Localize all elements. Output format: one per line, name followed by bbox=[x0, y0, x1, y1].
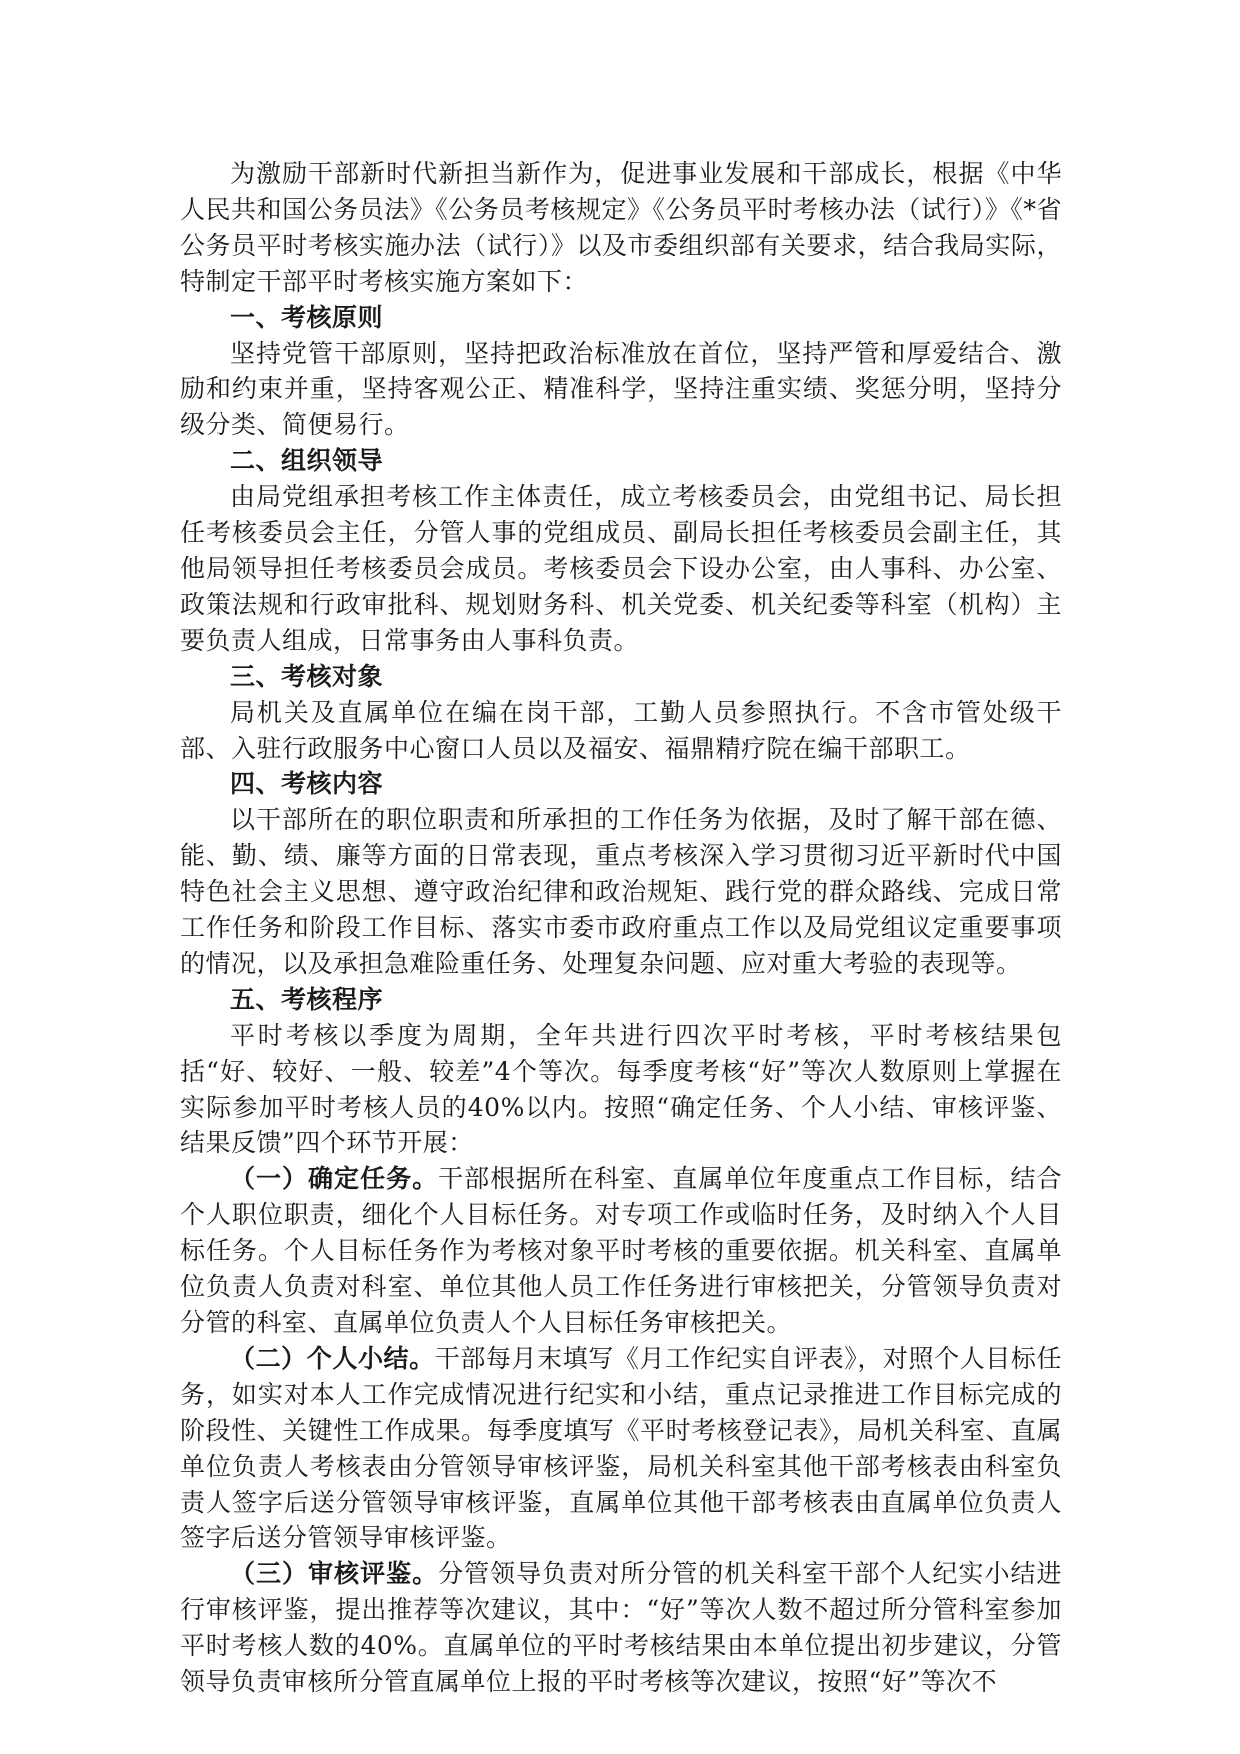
step-paragraph-review bbox=[180, 1556, 1062, 1700]
document-body bbox=[180, 156, 1062, 1700]
section-heading-targets: 三、考核对象 bbox=[230, 661, 384, 691]
step-lead-summary: （二）个人小结。 bbox=[230, 1343, 435, 1373]
step-body-tasks: 干部根据所在科室、直属单位年度重点工作目标，结合个人职位职责，细化个人目标任务。对专项工作或临时任务，及时纳入个人目标任务。个人目标任务作为考核对象平时考核的重要依据。机关科室、直属单位负责人负责对科室、单位其他人员工作任务进行审核把关，分管领导负责对分管的科室、直属单位负责人个人目标任务审核把关。 bbox=[180, 1164, 1062, 1337]
section-heading-content: 四、考核内容 bbox=[230, 769, 384, 799]
step-lead-review: （三）审核评鉴。 bbox=[230, 1559, 439, 1589]
section-heading-leadership: 二、组织领导 bbox=[230, 446, 384, 476]
intro-paragraph: 为激励干部新时代新担当新作为，促进事业发展和干部成长，根据《中华人民共和国公务员法》《公务员考核规定》《公务员平时考核办法（试行）》《*省公务员平时考核实施办法（试行）》以及市委组织部有关要求，结合我局实际，特制定干部平时考核实施方案如下： bbox=[180, 159, 1062, 296]
section-body-leadership: 由局党组承担考核工作主体责任，成立考核委员会，由党组书记、局长担任考核委员会主任，分管人事的党组成员、副局长担任考核委员会副主任，其他局领导担任考核委员会成员。考核委员会下设办公室，由人事科、办公室、政策法规和行政审批科、规划财务科、机关党委、机关纪委等科室（机构）主要负责人组成，日常事务由人事科负责。 bbox=[180, 482, 1062, 655]
step-lead-tasks: （一）确定任务。 bbox=[230, 1164, 439, 1194]
section-body-content: 以干部所在的职位职责和所承担的工作任务为依据，及时了解干部在德、能、勤、绩、廉等方面的日常表现，重点考核深入学习贯彻习近平新时代中国特色社会主义思想、遵守政治纪律和政治规矩、践行党的群众路线、完成日常工作任务和阶段工作目标、落实市委市政府重点工作以及局党组议定重要事项的情况，以及承担急难险重任务、处理复杂问题、应对重大考验的表现等。 bbox=[180, 805, 1062, 978]
section-heading-principles: 一、考核原则 bbox=[230, 302, 384, 332]
section-body-principles: 坚持党管干部原则，坚持把政治标准放在首位，坚持严管和厚爱结合、激励和约束并重，坚持客观公正、精准科学，坚持注重实绩、奖惩分明，坚持分级分类、简便易行。 bbox=[180, 338, 1062, 440]
section-body-targets: 局机关及直属单位在编在岗干部，工勤人员参照执行。不含市管处级干部、入驻行政服务中心窗口人员以及福安、福鼎精疗院在编干部职工。 bbox=[180, 697, 1062, 763]
section-heading-procedure: 五、考核程序 bbox=[230, 984, 384, 1014]
step-paragraph-tasks bbox=[180, 1161, 1062, 1341]
step-body-review: 分管领导负责对所分管的机关科室干部个人纪实小结进行审核评鉴，提出推荐等次建议，其中：“好”等次人数不超过所分管科室参加平时考核人数的40%。直属单位的平时考核结果由本单位提出初步建议，分管领导负责审核所分管直属单位上报的平时考核等次建议，按照“好”等次不 bbox=[180, 1559, 1062, 1697]
step-body-summary: 干部每月末填写《月工作纪实自评表》，对照个人目标任务，如实对本人工作完成情况进行纪实和小结，重点记录推进工作目标完成的阶段性、关键性工作成果。每季度填写《平时考核登记表》，局机关科室、直属单位负责人考核表由分管领导审核评鉴，局机关科室其他干部考核表由科室负责人签字后送分管领导审核评鉴，直属单位其他干部考核表由直属单位负责人签字后送分管领导审核评鉴。 bbox=[180, 1343, 1062, 1553]
section-body-procedure: 平时考核以季度为周期，全年共进行四次平时考核，平时考核结果包括“好、较好、一般、较差”4个等次。每季度考核“好”等次人数原则上掌握在实际参加平时考核人员的40%以内。按照“确定任务、个人小结、审核评鉴、结果反馈”四个环节开展： bbox=[180, 1020, 1062, 1158]
step-paragraph-summary bbox=[180, 1341, 1062, 1556]
